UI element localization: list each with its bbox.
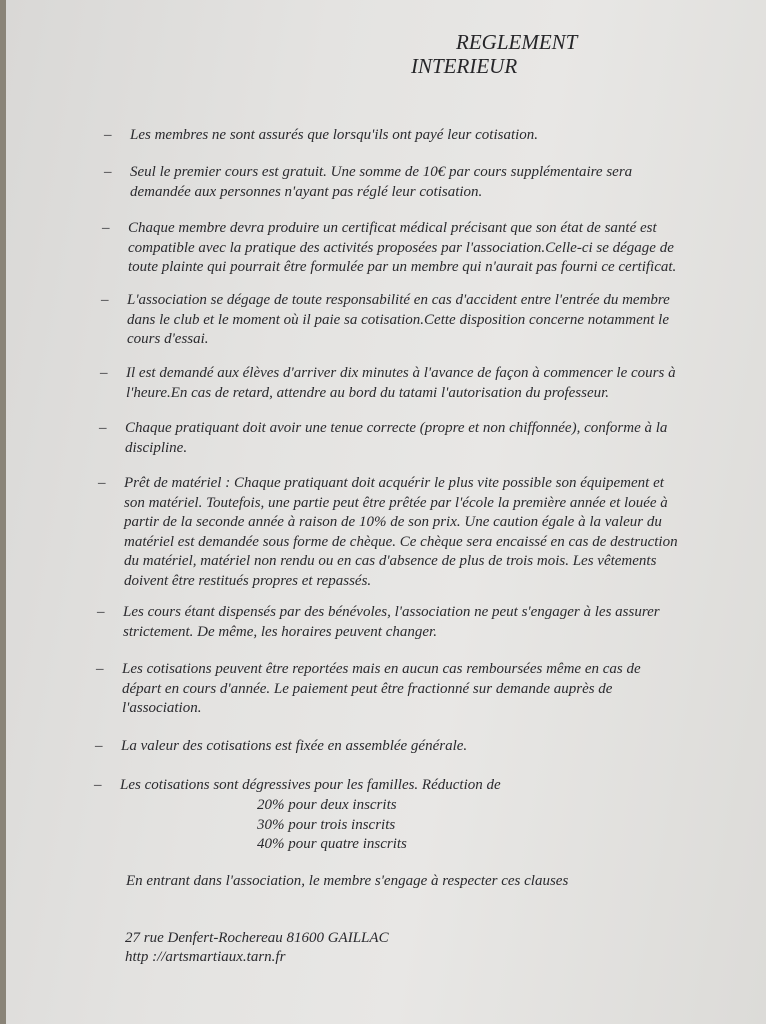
rule-item-10 bbox=[95, 737, 468, 757]
rule-line: du matériel, matériel non rendu ou en cas d'absence de plus de trois mois. Les vêtements bbox=[124, 553, 657, 569]
rule-line: Seul le premier cours est gratuit. Une somme de 10€ par cours supplémentaire sera bbox=[130, 164, 633, 180]
bullet-dash: – bbox=[98, 475, 106, 491]
rule-line: matériel est demandée sous forme de chèque. Ce chèque sera encaissé en cas de destruction bbox=[124, 533, 678, 550]
reduction-line: 20% pour deux inscrits bbox=[257, 797, 397, 813]
bullet-dash: – bbox=[104, 164, 112, 180]
rule-line: cours d'essai. bbox=[127, 331, 209, 347]
rule-item-6 bbox=[99, 419, 668, 458]
reduction-list bbox=[257, 796, 407, 855]
reduction-line: 30% pour trois inscrits bbox=[257, 816, 396, 833]
rule-line: Les cotisations sont dégressives pour les familles. Réduction de bbox=[120, 777, 501, 793]
rule-line: doivent être restitués propres et repassés. bbox=[124, 572, 372, 589]
rule-line: toute plainte qui pourrait être formulée par un membre qui n'aurait pas fourni ce certificat. bbox=[128, 259, 677, 275]
rule-line: départ en cours d'année. Le paiement peut être fractionné sur demande auprès de bbox=[122, 680, 613, 697]
title-line-1: REGLEMENT bbox=[456, 30, 578, 54]
title-line-2: INTERIEUR bbox=[411, 54, 518, 78]
rule-line: son matériel. Toutefois, une partie peut être prêtée par l'école la première année et louée à bbox=[124, 494, 668, 511]
rule-line: compatible avec la pratique des activités proposées par l'association.Celle-ci se dégage de bbox=[128, 239, 674, 256]
rule-item-4 bbox=[101, 291, 670, 350]
rule-item-7 bbox=[98, 474, 678, 591]
document-page bbox=[6, 0, 766, 1024]
bullet-dash: – bbox=[101, 292, 109, 308]
rule-line: Les cours étant dispensés par des bénévoles, l'association ne peut s'engager à les assurer bbox=[123, 604, 660, 620]
rule-line: partir de la seconde année à raison de 10% de son prix. Une caution égale à la valeur du bbox=[124, 514, 662, 530]
rule-line: Chaque membre devra produire un certificat médical précisant que son état de santé est bbox=[128, 220, 657, 236]
rule-line: Les membres ne sont assurés que lorsqu'ils ont payé leur cotisation. bbox=[130, 127, 539, 143]
rule-line: strictement. De même, les horaires peuvent changer. bbox=[123, 623, 437, 640]
rule-item-5 bbox=[100, 364, 676, 403]
rule-line: discipline. bbox=[125, 439, 188, 456]
bullet-dash: – bbox=[99, 420, 107, 436]
closing-statement: En entrant dans l'association, le membre s'engage à respecter ces clauses bbox=[126, 873, 569, 889]
address: 27 rue Denfert-Rochereau 81600 GAILLAC bbox=[125, 930, 389, 946]
bullet-dash: – bbox=[102, 220, 110, 236]
rule-item-11 bbox=[94, 776, 501, 796]
rule-line: Les cotisations peuvent être reportées mais en aucun cas remboursées même en cas de bbox=[122, 661, 641, 677]
rule-line: La valeur des cotisations est fixée en assemblée générale. bbox=[121, 738, 468, 754]
rule-line: Il est demandé aux élèves d'arriver dix minutes à l'avance de façon à commencer le cours à bbox=[126, 365, 676, 381]
rule-item-9 bbox=[96, 660, 641, 719]
rule-item-2 bbox=[104, 163, 633, 202]
bullet-dash: – bbox=[100, 365, 108, 381]
bullet-dash: – bbox=[94, 777, 102, 793]
website: http ://artsmartiaux.tarn.fr bbox=[125, 949, 286, 965]
rule-line: demandée aux personnes n'ayant pas réglé leur cotisation. bbox=[130, 183, 483, 200]
rule-line: l'heure.En cas de retard, attendre au bord du tatami l'autorisation du professeur. bbox=[126, 384, 610, 401]
bullet-dash: – bbox=[97, 604, 105, 620]
rule-item-3 bbox=[102, 219, 677, 278]
rule-line: Prêt de matériel : Chaque pratiquant doit acquérir le plus vite possible son équipement et bbox=[124, 475, 664, 491]
rule-line: dans le club et le moment où il paie sa cotisation.Cette disposition concerne notamment le bbox=[127, 311, 669, 328]
rule-line: l'association. bbox=[122, 700, 202, 716]
rule-item-1 bbox=[104, 126, 539, 146]
rule-line: L'association se dégage de toute responsabilité en cas d'accident entre l'entrée du membre bbox=[127, 292, 670, 308]
reduction-line: 40% pour quatre inscrits bbox=[257, 836, 407, 852]
bullet-dash: – bbox=[96, 661, 104, 677]
rule-line: Chaque pratiquant doit avoir une tenue correcte (propre et non chiffonnée), conforme à la bbox=[125, 420, 668, 436]
rule-item-8 bbox=[97, 603, 660, 642]
bullet-dash: – bbox=[95, 738, 103, 754]
bullet-dash: – bbox=[104, 127, 112, 143]
